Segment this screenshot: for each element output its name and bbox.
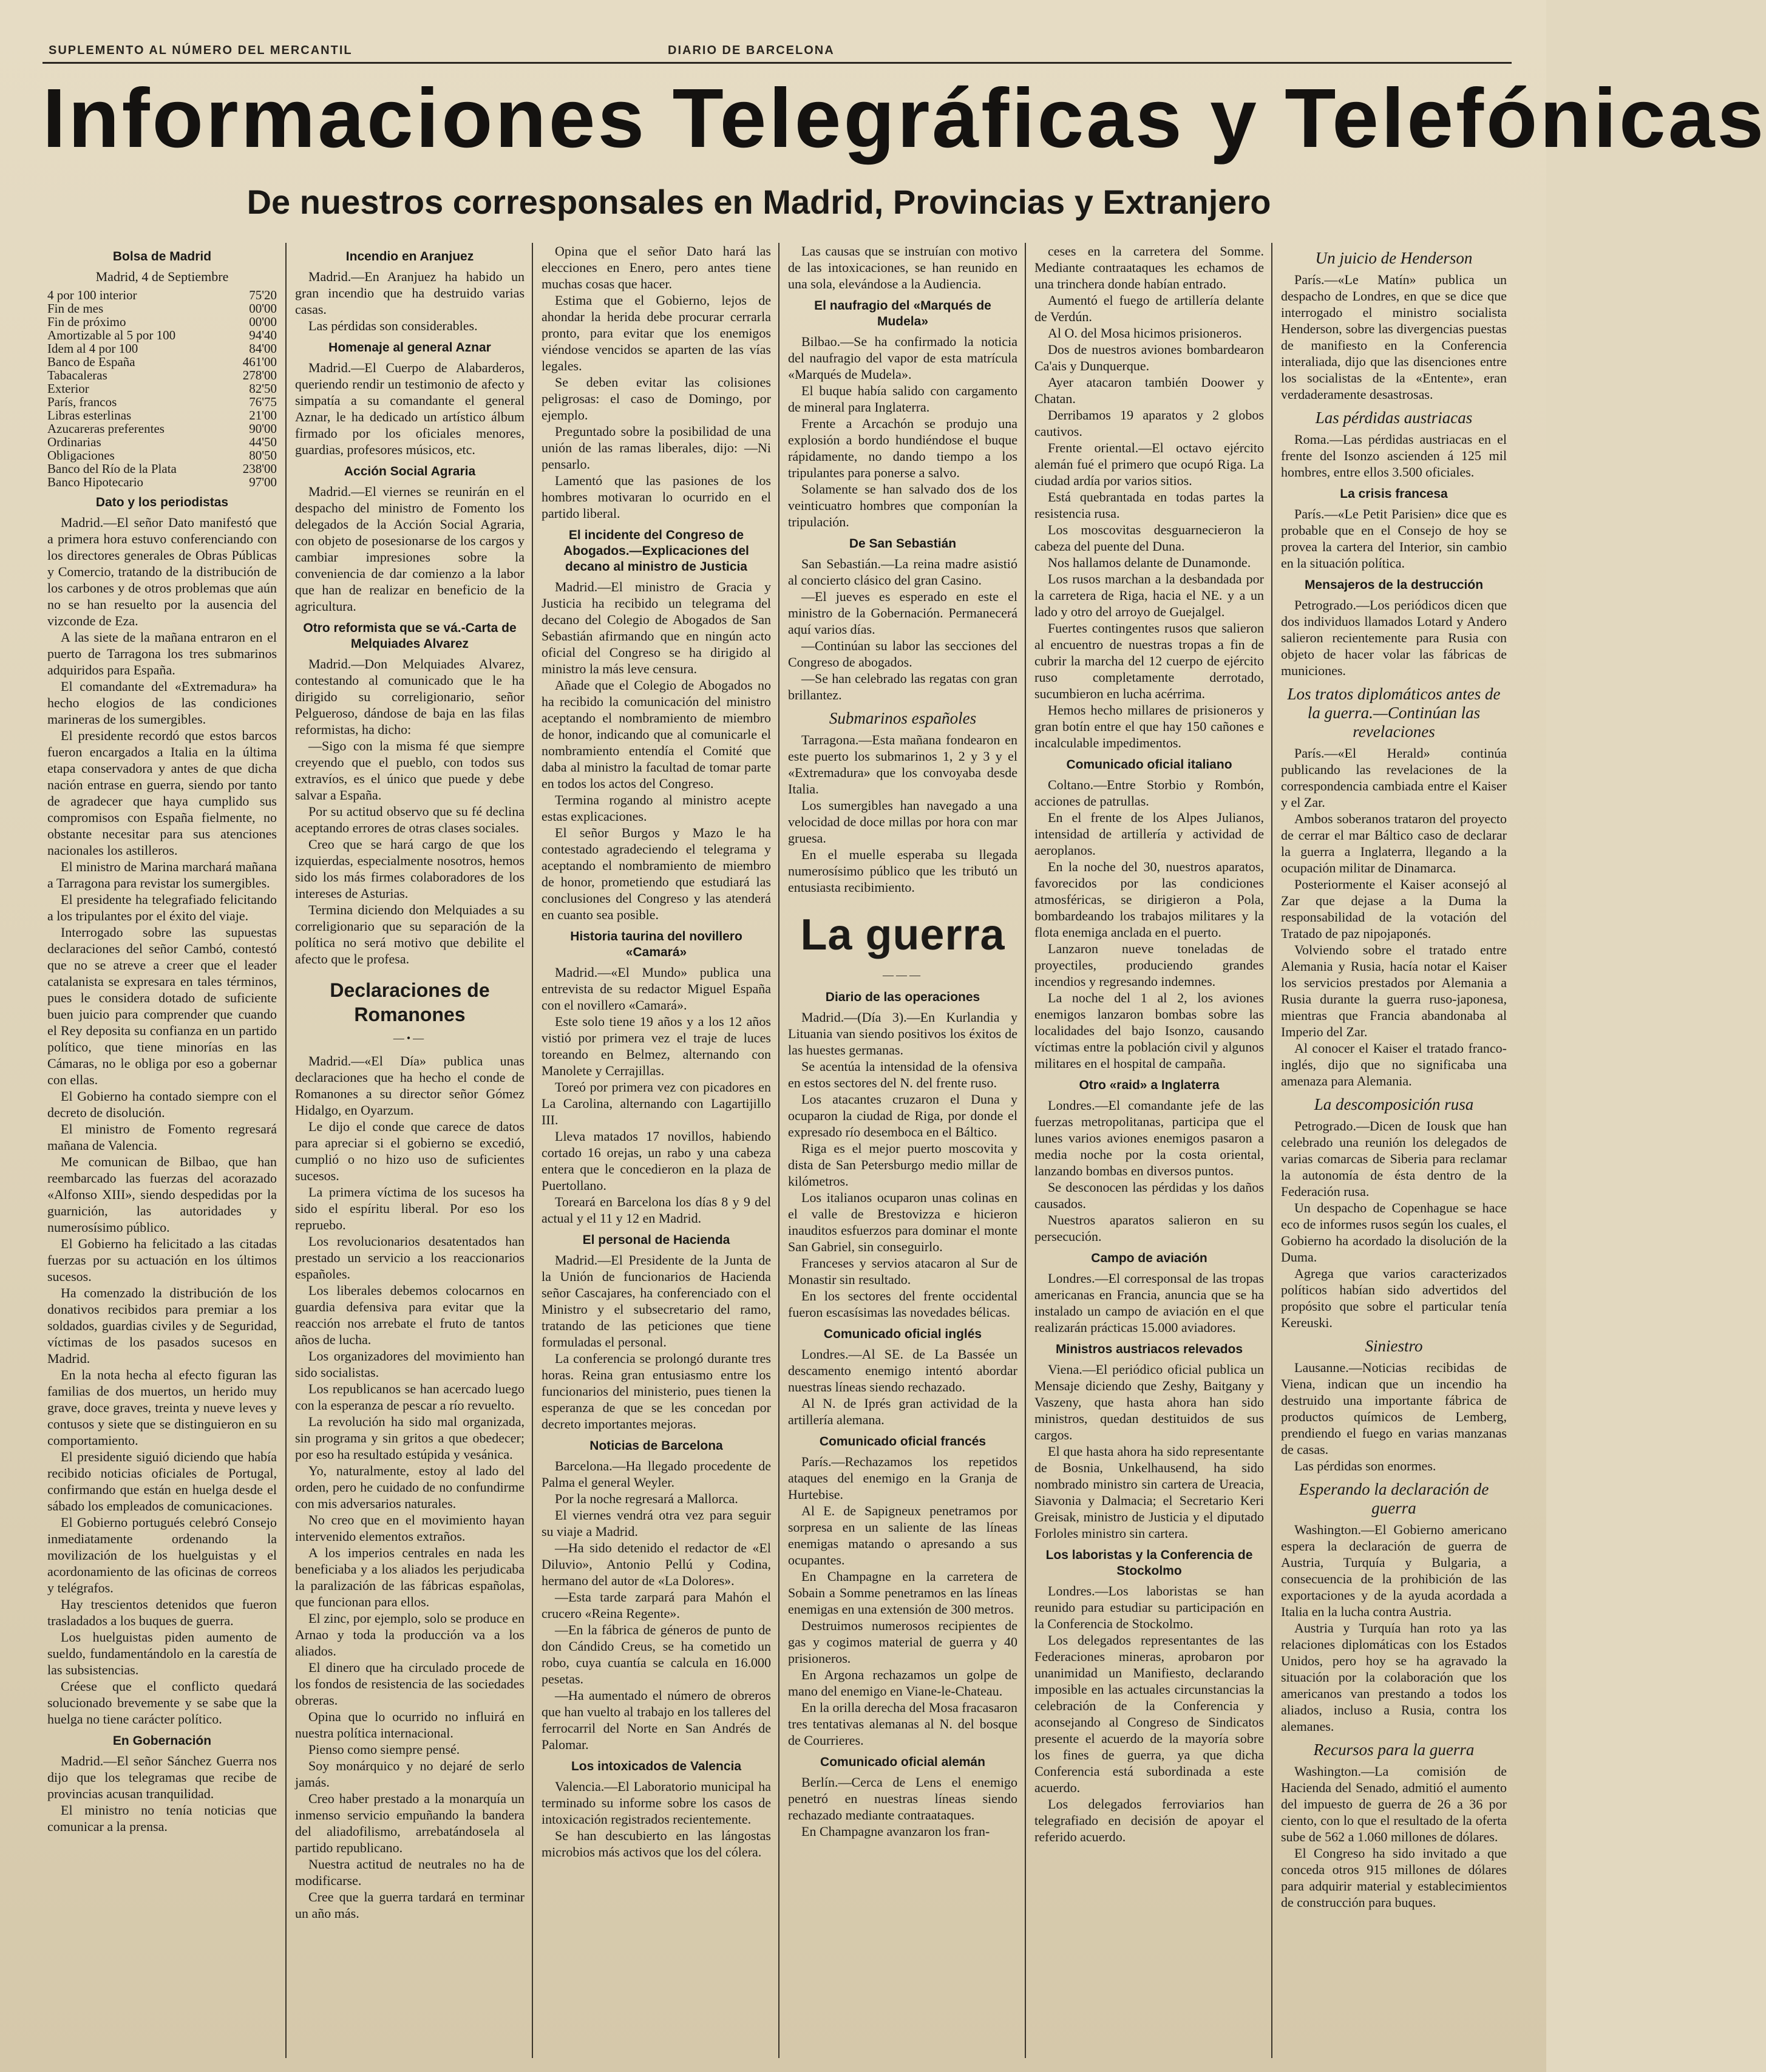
column-rule [1271,243,1272,2058]
paragraph: Viena.—El periódico oficial publica un Mensaje diciendo que Zeshy, Baitgany y Vaszeny, que hasta ahora han sido ministros, quedan destituidos de sus cargos. [1034,1362,1264,1442]
paragraph: Londres.—Al SE. de La Bassée un descamento enemigo intentó abordar nuestras líneas siendo rechazado. [788,1347,1017,1394]
paragraph: El presidente ha telegrafiado felicitando a los tripulantes por el éxito del viaje. [47,892,277,923]
paragraph: Hemos hecho millares de prisioneros y gran botín entre el que hay 150 cañones e incalculable impedimentos. [1034,702,1264,750]
paragraph: Madrid.—En Aranjuez ha habido un gran incendio que ha destruido varias casas. [295,269,525,317]
paragraph: Londres.—Los laboristas se han reunido para estudiar su participación en la Conferencia de Stockolmo. [1034,1583,1264,1631]
paragraph: La conferencia se prolongó durante tres horas. Reina gran entusiasmo entre los funcionarios del ministerio, pues tienen la esperanza de que se les concedan por decreto importantes mejoras. [542,1351,771,1432]
stock-row [47,475,277,489]
paragraph: Preguntado sobre la posibilidad de una unión de las ramas liberales, dijo: —Ni pensarlo. [542,424,771,472]
stock-label: París, francos [47,395,117,409]
stock-value: 461'00 [242,355,277,369]
paragraph: Este solo tiene 19 años y a los 12 años vistió por primera vez el traje de luces toreando en Belmez, alternando con Manolete y Cerrajillas. [542,1014,771,1078]
stock-value: 94'40 [249,328,277,342]
heading-comunicado-ingles: Comunicado oficial inglés [823,1327,982,1341]
paragraph: Por su actitud observo que su fé declina aceptando errores de otras clases sociales. [295,804,525,835]
heading-laboristas: Los laboristas y la Conferencia de Stockolmo [1045,1548,1253,1578]
ornament-rule: ——— [883,969,923,981]
paragraph: Yo, naturalmente, estoy al lado del orden, pero he cuidado de no confundirme con mis adversarios naturales. [295,1463,525,1511]
paragraph: Lleva matados 17 novillos, habiendo cortado 16 orejas, un rabo y una cabeza entera que le concedieron en la plaza de Puertollano. [542,1129,771,1193]
paragraph: ceses en la carretera del Somme. Mediante contraataques les echamos de una trinchera donde habían entrado. [1034,243,1264,291]
heading-recursos-guerra: Recursos para la guerra [1313,1741,1475,1759]
heading-noticias-barcelona: Noticias de Barcelona [589,1439,723,1453]
stock-label: Banco de España [47,355,135,369]
paragraph: En Champagne en la carretera de Sobain a Somme penetramos en las líneas enemigas en una extensión de 300 metros. [788,1569,1017,1617]
heading-ministros-austriacos: Ministros austriacos relevados [1055,1342,1243,1356]
heading-gobernacion: En Gobernación [112,1734,212,1748]
paragraph: Nuestros aparatos salieron en su persecución. [1034,1212,1264,1244]
paragraph: Las pérdidas son considerables. [308,318,478,333]
paragraph: Soy monárquico y no dejaré de serlo jamás. [295,1758,525,1790]
paragraph: Agrega que varios caracterizados políticos habían sido advertidos del propósito que sobre el particular tenía Kereuski. [1281,1266,1507,1330]
paragraph: Berlín.—Cerca de Lens el enemigo penetró en nuestras líneas siendo rechazado mediante contraataques. [788,1775,1017,1822]
paragraph: Está quebrantada en todas partes la resistencia rusa. [1034,489,1264,521]
paragraph: Los huelguistas piden aumento de sueldo, fundamentándolo en la carestía de las subsistencias. [47,1629,277,1677]
heading-submarinos: Submarinos españoles [829,709,977,727]
heading-bolsa: Bolsa de Madrid [112,250,212,263]
heading-comunicado-aleman: Comunicado oficial alemán [820,1755,985,1769]
paragraph: Londres.—El corresponsal de las tropas americanas en Francia, anuncia que se ha instalado un campo de aviación en el que realizarán prácticas 15.000 aviadores. [1034,1271,1264,1335]
heading-aznar: Homenaje al general Aznar [328,341,491,355]
paragraph: Termina rogando al ministro acepte estas explicaciones. [542,792,771,824]
paragraph: Solamente se han salvado dos de los veinticuatro hombres que componían la tripulación. [788,481,1017,529]
column-rule [285,243,287,2058]
stock-value: 80'50 [249,448,277,463]
paragraph: Se acentúa la intensidad de la ofensiva en estos sectores del N. del frente ruso. [788,1059,1017,1090]
paragraph: —Esta tarde zarpará para Mahón el crucero «Reina Regente». [542,1589,771,1621]
paragraph: París.—«Le Petit Parisien» dice que es probable que en el Consejo de hoy se provea la cartera del Interior, sin cambio en la situación política. [1281,506,1507,571]
stock-label: Exterior [47,381,89,396]
heading-comunicado-italiano: Comunicado oficial italiano [1066,758,1232,772]
stock-label: Fin de mes [47,301,104,316]
stock-value: 00'00 [249,314,277,329]
paragraph: Las pérdidas son enormes. [1294,1458,1436,1473]
column-rule [532,243,533,2058]
stock-value: 238'00 [242,461,277,476]
heading-romanones: Declaraciones de Romanones [330,979,490,1025]
paragraph: El ministro de Fomento regresará mañana de Valencia. [47,1121,277,1153]
paragraph: Se han descubierto en las lángostas microbios más activos que los del cólera. [542,1828,771,1860]
running-head-left: SUPLEMENTO AL NÚMERO DEL MERCANTIL [49,44,353,57]
column-1 [47,243,277,2058]
stock-row [47,395,277,409]
paragraph: Interrogado sobre las supuestas declaraciones del señor Cambó, contestó que no se atreve a creer que el leader catalanista se expresara en tales términos, pues le considera dotado de suficiente buen juicio para comprender que cuando el Rey deposita su confianza en un partido político, que tiene minorías en las Cámaras, no le obliga por eso a gobernar con ellas. [47,925,277,1087]
paragraph: Toreará en Barcelona los días 8 y 9 del actual y el 11 y 12 en Madrid. [542,1194,771,1226]
stock-row [47,328,277,342]
paragraph: Nos hallamos delante de Dunamonde. [1048,555,1251,570]
paragraph: Frente a Arcachón se produjo una explosión a bordo hundiéndose el buque rápidamente, no dando tiempo a los tripulantes para ponerse a salvo. [788,416,1017,480]
heading-mensajeros: Mensajeros de la destrucción [1304,578,1484,592]
paragraph: Madrid.—(Día 3).—En Kurlandia y Lituania van siendo positivos los éxitos de las huestes germanas. [788,1010,1017,1058]
paragraph: Opina que lo ocurrido no influirá en nuestra política internacional. [295,1709,525,1741]
paragraph: En la orilla derecha del Mosa fracasaron tres tentativas alemanas al N. del bosque de Courrieres. [788,1700,1017,1748]
heading-perdidas-austriacas: Las pérdidas austriacas [1315,409,1473,427]
stock-label: Libras esterlinas [47,408,132,423]
heading-descomposicion-rusa: La descomposición rusa [1314,1095,1474,1113]
paragraph: El Congreso ha sido invitado a que conceda otros 915 millones de dólares para adquirir material y establecimientos de construcción para buques. [1281,1846,1507,1910]
paragraph: En los sectores del frente occidental fueron escasísimas las novedades bélicas. [788,1288,1017,1320]
paragraph: Opina que el señor Dato hará las elecciones en Enero, pero antes tiene muchas cosas que hacer. [542,243,771,291]
paragraph: —Sigo con la misma fé que siempre creyendo que el pueblo, con todos sus extravíos, es el único que puede y debe salvar a España. [295,738,525,803]
paragraph: Las causas que se instruían con motivo de las intoxicaciones, se han reunido en una sola, elevándose a la Audiencia. [788,243,1017,291]
paragraph: Los moscovitas desguarnecieron la cabeza del puente del Duna. [1034,522,1264,554]
paragraph: Madrid.—El ministro de Gracia y Justicia ha recibido un telegrama del decano del Colegio de Abogados de San Sebastián afirmando que en ningún acto oficial del Congreso se ha dirigido al ministro la más leve censura. [542,579,771,676]
paragraph: Ha comenzado la distribución de los donativos recibidos para premiar a los soldados, guardias civiles y de Seguridad, víctimas de los pasados sucesos en Madrid. [47,1285,277,1366]
column-rule [1025,243,1026,2058]
heading-dato: Dato y los periodistas [95,495,229,509]
paragraph: Los republicanos se han acercado luego con la esperanza de pescar a río revuelto. [295,1381,525,1413]
stock-label: 4 por 100 interior [47,288,137,302]
masthead-title: Informaciones Telegráficas y Telefónicas [42,72,1766,165]
heading-siniestro: Siniestro [1365,1337,1423,1355]
column-2 [295,243,525,2058]
paragraph: Fuertes contingentes rusos que salieron al encuentro de nuestras tropas a fin de cubrir la marcha del 12 cuerpo de ejército ruso completamente derrotado, sucumbieron en lucha acérrima. [1034,620,1264,701]
heading-la-guerra: La guerra [800,911,1005,959]
heading-naufragio: El naufragio del «Marqués de Mudela» [814,299,991,328]
stock-value: 76'75 [249,395,277,409]
heading-personal-hacienda: El personal de Hacienda [582,1233,730,1247]
paragraph: —Ha sido detenido el redactor de «El Diluvio», Antonio Pellú y Codina, hermano del autor de «La Dolores». [542,1540,771,1588]
paragraph: —Se han celebrado las regatas con gran brillantez. [788,671,1017,702]
paragraph: —El jueves es esperado en este el ministro de la Gobernación. Permanecerá aquí varios días. [788,589,1017,637]
paragraph: Volviendo sobre el tratado entre Alemania y Rusia, hacía notar el Kaiser los servicios prestados por Alemania a Rusia durante la guerra ruso-japonesa, mientras que Francia abandonaba al Imperio del Zar. [1281,942,1507,1039]
paragraph: El ministro no tenía noticias que comunicar a la prensa. [47,1802,277,1834]
paragraph: Al O. del Mosa hicimos prisioneros. [1048,325,1242,341]
stock-value: 84'00 [249,341,277,356]
paragraph: El Gobierno ha felicitado a las citadas fuerzas por su actuación en los últimos sucesos. [47,1236,277,1284]
stock-value: 82'50 [249,381,277,396]
stock-label: Ordinarias [47,435,101,449]
paragraph: El Gobierno ha contado siempre con el decreto de disolución. [47,1089,277,1120]
paragraph: Pienso como siempre pensé. [308,1742,460,1757]
paragraph: Bilbao.—Se ha confirmado la noticia del naufragio del vapor de esta matrícula «Marqués de Mudela». [788,334,1017,382]
paragraph: Los italianos ocuparon unas colinas en el valle de Brestovizza e hicieron inauditos esfuerzos para dominar el monte San Gabriel, sin conseguirlo. [788,1190,1017,1254]
running-head-center: DIARIO DE BARCELONA [668,44,835,57]
masthead-subtitle: De nuestros corresponsales en Madrid, Provincias y Extranjero [246,183,1271,221]
paragraph: Petrogrado.—Los periódicos dicen que dos individuos llamados Lotard y Andero salieron recientemente para Rusia con objeto de hacer volar las fábricas de municiones. [1281,597,1507,678]
paragraph: Destruimos numerosos recipientes de gas y cogimos material de guerra y 40 prisioneros. [788,1618,1017,1666]
stock-label: Obligaciones [47,448,115,463]
paragraph: París.—Rechazamos los repetidos ataques del enemigo en la Granja de Hurtebise. [788,1454,1017,1502]
paragraph: Los delegados representantes de las Federaciones mineras, aprobaron por unanimidad un Manifiesto, declarando imposible en las actuales circunstancias la celebración de la Conferencia y aconsejando al Congreso de Sindicatos presente el acuerdo de la mayoría sobre los fines de guerra, ya que dicha Conferencia está subordinada a este acuerdo. [1034,1632,1264,1795]
paragraph: Washington.—El Gobierno americano espera la declaración de guerra de Austria, Turquía y Bulgaria, a consecuencia de la prohibición de las exportaciones y de la ayuda acordada a Italia en la lucha contra Austria. [1281,1522,1507,1619]
paragraph: Tarragona.—Esta mañana fondearon en este puerto los submarinos 1, 2 y 3 y el «Extremadura» que los convoyaba desde Italia. [788,732,1017,797]
ornament-rule: —•— [393,1032,427,1044]
paragraph: Créese que el conflicto quedará solucionado brevemente y se sabe que la huelga no tiene carácter político. [47,1679,277,1727]
paragraph: San Sebastián.—La reina madre asistió al concierto clásico del gran Casino. [788,556,1017,588]
column-6 [1281,243,1507,2058]
paragraph: La revolución ha sido mal organizada, sin programa y sin gritos a que obedecer; por eso ha resultado estúpida y vesánica. [295,1414,525,1462]
stock-row [47,342,277,355]
paragraph: En la nota hecha al efecto figuran las familias de dos muertos, un herido muy grave, doce graves, treinta y nueve leves y contusos y siete que se distinguieron en su comportamiento. [47,1367,277,1448]
paragraph: Añade que el Colegio de Abogados no ha recibido la comunicación del ministro aceptando el nombramiento de miembro de honor, indicando que al comunicarle el nombramiento entendía el Comité que daba al ministro la facultad de tomar parte en todos los actos del Congreso. [542,678,771,791]
heading-san-sebastian: De San Sebastián [849,537,957,551]
paragraph: Austria y Turquía han roto ya las relaciones diplomáticas con los Estados Unidos, pero hoy se ha agravado la situación por la colaboración que los americanos van prestando a todos los aliados, incluso a Rusia, contra los alemanes. [1281,1620,1507,1734]
paragraph: Se desconocen las pérdidas y los daños causados. [1034,1180,1264,1211]
paragraph: Creo que se hará cargo de que los izquierdas, especialmente nosotros, hemos sido los más firmes colaboradores de los intereses de Asturias. [295,837,525,901]
paragraph: Un despacho de Copenhague se hace eco de informes rusos según los cuales, el Gobierno ha acordado la disolución de la Duma. [1281,1200,1507,1265]
paragraph: A las siete de la mañana entraron en el puerto de Tarragona los tres submarinos adquiridos para España. [47,630,277,678]
heading-comunicado-frances: Comunicado oficial francés [819,1435,987,1449]
heading-campo-aviacion: Campo de aviación [1091,1251,1207,1265]
paragraph: El señor Burgos y Mazo le ha contestado agradeciendo el telegrama y aceptando el nombramiento de miembro de honor, prometiendo que estudiará las conclusiones del Congreso y las atenderá en cuanto sea posible. [542,825,771,922]
stock-label: Azucareras preferentes [47,421,165,436]
column-5 [1034,243,1264,2058]
paragraph: Lanzaron nueve toneladas de proyectiles, produciendo grandes incendios y regresando indemnes. [1034,941,1264,989]
stock-row [47,288,277,302]
stock-row [47,382,277,395]
stock-label: Tabacaleras [47,368,107,382]
paragraph: Lausanne.—Noticias recibidas de Viena, indican que un incendio ha destruido una importante fábrica de productos químicos de Lemberg, prendiendo el fuego en varias manzanas de casas. [1281,1360,1507,1457]
paragraph: Me comunican de Bilbao, que han reembarcado las fuerzas del acorazado «Alfonso XIII», siendo despedidas por la guarnición, las autoridades y numerosísimo público. [47,1154,277,1235]
paragraph: El presidente siguió diciendo que había recibido noticias oficiales de Portugal, confirmando que están en huelga desde el sábado los empleados de comunicaciones. [47,1449,277,1513]
stock-value: 21'00 [249,408,277,423]
paragraph: En la noche del 30, nuestros aparatos, favorecidos por las condiciones atmosféricas, se dirigieron a Pola, bombardeando los trabajos militares y la flota enemiga anclada en el puerto. [1034,859,1264,940]
paragraph: Roma.—Las pérdidas austriacas en el frente del Isonzo ascienden á 125 mil hombres, entre ellos 3.500 oficiales. [1281,432,1507,480]
stock-value: 75'20 [249,288,277,302]
heading-accion-social: Acción Social Agraria [344,464,476,478]
paragraph: El zinc, por ejemplo, solo se produce en Arnao y toda la producción va a los aliados. [295,1611,525,1659]
paragraph: Los liberales debemos colocarnos en guardia defensiva para evitar que la reacción nos arrebate el fruto de tantos años de lucha. [295,1283,525,1347]
paragraph: Posteriormente el Kaiser aconsejó al Zar que dejase a la Duma la responsabilidad de la votación del Tratado de paz nipojaponés. [1281,877,1507,941]
stock-value: 90'00 [249,421,277,436]
paragraph: El Gobierno portugués celebró Consejo inmediatamente ordenando la movilización de los huelguistas y el acordonamiento de las oficinas de correos y telégrafos. [47,1515,277,1595]
paragraph: Los delegados ferroviarios han telegrafiado en decisión de apoyar el referido acuerdo. [1034,1796,1264,1844]
paragraph: En el frente de los Alpes Julianos, intensidad de artillería y actividad de aeroplanos. [1034,810,1264,858]
stock-row [47,315,277,328]
stock-label: Banco Hipotecario [47,475,144,489]
stock-value: 97'00 [249,475,277,489]
column-rule [778,243,779,2058]
paragraph: El comandante del «Extremadura» ha hecho elogios de las condiciones marineras de los sumergibles. [47,679,277,727]
paragraph: Al conocer el Kaiser el tratado franco-inglés, dijo que no significaba una amenaza para Alemania. [1281,1041,1507,1089]
paragraph: El presidente recordó que estos barcos fueron encargados a Italia en la última etapa conservadora y antes de que dicha nación entrase en guerra, siendo por tanto de agradecer que haya cumplido sus compromisos con España fielmente, no obstante necesitar para sus atenciones nacionales los astilleros. [47,728,277,858]
stock-row [47,369,277,382]
stock-row [47,422,277,435]
paragraph: Le dijo el conde que carece de datos para apreciar si el gobierno se excedió, cumplió o no hizo uso de suficientes sucesos. [295,1119,525,1183]
paragraph: Se deben evitar las colisiones peligrosas: el caso de Domingo, por ejemplo. [542,375,771,423]
stock-row [47,355,277,369]
paragraph: En el muelle esperaba su llegada numerosísimo público que les tributó un entusiasta recibimiento. [788,847,1017,895]
paragraph: Aumentó el fuego de artillería delante de Verdún. [1034,293,1264,324]
paragraph: —Ha aumentado el número de obreros que han vuelto al trabajo en los talleres del ferrocarril del Norte en San Andrés de Palomar. [542,1688,771,1752]
stock-value: 00'00 [249,301,277,316]
stock-row [47,435,277,449]
bolsa-dateline: Madrid, 4 de Septiembre [95,269,229,284]
paragraph: —En la fábrica de géneros de punto de don Cándido Creus, se ha cometido un robo, cuya cuantía se calcula en 16.000 pesetas. [542,1622,771,1686]
paragraph: Creo haber prestado a la monarquía un inmenso servicio empuñando la bandera del aliadofilismo, arrebatándosela al partido republicano. [295,1791,525,1855]
paragraph: —Continúan su labor las secciones del Congreso de abogados. [788,638,1017,670]
paragraph: No creo que en el movimiento hayan intervenido elementos extraños. [295,1512,525,1544]
column-3 [542,243,771,2058]
paragraph: Ambos soberanos trataron del proyecto de cerrar el mar Báltico caso de declarar la guerra a Inglaterra, llegando a la ocupación militar de Dinamarca. [1281,811,1507,875]
paragraph: El que hasta ahora ha sido representante de Bosnia, Unkelhausend, ha sido nombrado ministro sin cartera de Ureacia, Siavonia y Dalmacia; el Secretario Keri Greisak, ministro de Justicia y el diputado Forloles ministro sin cartera. [1034,1444,1264,1541]
stock-label: Fin de próximo [47,314,126,329]
paragraph: Estima que el Gobierno, lejos de ahondar la herida debe procurar cerrarla pronto, para evitar que los enemigos viéndose vencidos se aparten de las vías legales. [542,293,771,373]
stock-table [47,288,277,489]
paragraph: Madrid.—«El Mundo» publica una entrevista de su redactor Miguel España con el novillero «Camará». [542,965,771,1013]
paragraph: Madrid.—El Cuerpo de Alabarderos, queriendo rendir un testimonio de afecto y simpatía a su comandante el general Aznar, le ha dedicado un artístico álbum firmado por los oficiales menores, guardias, profesores músicos, etc. [295,360,525,457]
paragraph: Madrid.—Don Melquiades Alvarez, contestando al comunicado que le ha dirigido su correligionario, señor Pelgueroso, dándose de baja en las filas reformistas, ha dicho: [295,656,525,737]
paragraph: Madrid.—El señor Dato manifestó que a primera hora estuvo conferenciando con los directores generales de Obras Públicas y Comercio, tratando de la distribución de los carbones y de otros problemas que aún no se han resuelto por la ausencia del vizconde de Eza. [47,515,277,628]
paragraph: La noche del 1 al 2, los aviones enemigos lanzaron bombas sobre las localidades del bajo Isonzo, causando víctimas entre la población civil y algunos militares en el hospital de campaña. [1034,990,1264,1071]
paragraph: Franceses y servios atacaron al Sur de Monastir sin resultado. [788,1255,1017,1287]
heading-incendio: Incendio en Aranjuez [345,250,474,263]
heading-carta-melquiades: Otro reformista que se vá.-Carta de Melquiades Alvarez [303,621,517,651]
paragraph: En Argona rechazamos un golpe de mano del enemigo en Viane-le-Chateau. [788,1667,1017,1699]
paragraph: Hay trescientos detenidos que fueron trasladados a los buques de guerra. [47,1597,277,1628]
heading-intoxicados-valencia: Los intoxicados de Valencia [571,1759,742,1773]
stock-row [47,409,277,422]
paragraph: Termina diciendo don Melquiades a su correligionario que su separación de la política no será motivo que debilite el afecto que le profesa. [295,902,525,966]
stock-row [47,449,277,462]
paragraph: Londres.—El comandante jefe de las fuerzas metropolitanas, participa que el lunes varios aviones enemigos pasaron a media noche por la costa oriental, lanzando bombas en diversos puntos. [1034,1098,1264,1178]
stock-row [47,462,277,475]
paragraph: Los revolucionarios desatentados han prestado un servicio a los reaccionarios españoles. [295,1234,525,1282]
paragraph: París.—«El Herald» continúa publicando las revelaciones de la correspondencia cambiada entre el Kaiser y el Zar. [1281,746,1507,810]
paragraph: La primera víctima de los sucesos ha sido el espíritu liberal. Por eso los repruebo. [295,1184,525,1232]
paragraph: Toreó por primera vez con picadores en La Carolina, alternando con Lagartijillo III. [542,1079,771,1127]
paragraph: Riga es el mejor puerto moscovita y dista de San Petersburgo medio millar de kilómetros. [788,1141,1017,1189]
paragraph: Los atacantes cruzaron el Duna y ocuparon la ciudad de Riga, por donde el expresado río desemboca en el Báltico. [788,1092,1017,1140]
paragraph: Madrid.—El señor Sánchez Guerra nos dijo que los telegramas que recibe de provincias acusan tranquilidad. [47,1753,277,1801]
paragraph: En Champagne avanzaron los fran- [801,1824,990,1839]
paragraph: El buque había salido con cargamento de mineral para Inglaterra. [788,383,1017,415]
running-head [42,38,1512,64]
paragraph: El ministro de Marina marchará mañana a Tarragona para revistar los sumergibles. [47,859,277,891]
paragraph: Los rusos marchan a la desbandada por la carretera de Riga, hacia el NE. y a un lado y otro del arroyo de Guejalgel. [1034,571,1264,619]
paragraph: Los sumergibles han navegado a una velocidad de doce millas por hora con mar gruesa. [788,798,1017,846]
paragraph: Madrid.—El viernes se reunirán en el despacho del ministro de Fomento los delegados de la Acción Social Agraria, con objeto de posesionarse de los cargos y cambiar impresiones sobre la conveniencia de dar comienzo a la labor que han de realizar en beneficio de la agricultura. [295,484,525,614]
stock-value: 44'50 [249,435,277,449]
paragraph: Lamentó que las pasiones de los hombres motivaran lo ocurrido en el partido liberal. [542,473,771,521]
stock-label: Idem al 4 por 100 [47,341,138,356]
heading-historia-taurina: Historia taurina del novillero «Camará» [570,929,742,959]
heading-henderson: Un juicio de Henderson [1315,249,1473,267]
paragraph: Washington.—La comisión de Hacienda del Senado, admitió el aumento del impuesto de guerra de 26 a 36 por ciento, con lo que el resultado de la oferta sube de 562 a 1.060 millones de dólares. [1281,1764,1507,1844]
stock-label: Banco del Río de la Plata [47,461,177,476]
paragraph: Coltano.—Entre Storbio y Rombón, acciones de patrullas. [1034,777,1264,809]
paragraph: Al E. de Sapigneux penetramos por sorpresa en un saliente de las líneas enemigas matando o apresando a sus ocupantes. [788,1503,1017,1568]
paragraph: Madrid.—«El Día» publica unas declaraciones que ha hecho el conde de Romanones a su director señor Gómez Hidalgo, en Oyarzum. [295,1053,525,1118]
stock-row [47,302,277,315]
paragraph: Petrogrado.—Dicen de Iousk que han celebrado una reunión los delegados de varias comarcas de Siberia para reclamar la autonomía de ésta dentro de la Federación rusa. [1281,1118,1507,1199]
paragraph: Derribamos 19 aparatos y 2 globos cautivos. [1034,407,1264,439]
paragraph: Nuestra actitud de neutrales no ha de modificarse. [295,1856,525,1888]
paragraph: El dinero que ha circulado procede de los fondos de resistencia de las sociedades obreras. [295,1660,525,1708]
paragraph: A los imperios centrales en nada les beneficiaba y a los aliados les perjudicaba la paralización de las fábricas españolas, que funcionan para ellos. [295,1545,525,1609]
heading-raid-inglaterra: Otro «raid» a Inglaterra [1079,1078,1220,1092]
paragraph: Los organizadores del movimiento han sido socialistas. [295,1348,525,1380]
paragraph: Al N. de Iprés gran actividad de la artillería alemana. [788,1396,1017,1427]
paragraph: Cree que la guerra tardará en terminar un año más. [295,1889,525,1921]
heading-diario-operaciones: Diario de las operaciones [825,990,980,1004]
paragraph: Frente oriental.—El octavo ejército alemán fué el primero que ocupó Riga. La ciudad ardía por varios sitios. [1034,440,1264,488]
paragraph: Barcelona.—Ha llegado procedente de Palma el general Weyler. [542,1458,771,1490]
paragraph: Por la noche regresará a Mallorca. [555,1491,738,1506]
heading-crisis-francesa: La crisis francesa [1340,487,1448,501]
paragraph: Madrid.—El Presidente de la Junta de la Unión de funcionarios de Hacienda señor Cascajares, ha conferenciado con el Ministro y el subsecretario del ramo, tratando de las peticiones que tiene formuladas el personal. [542,1252,771,1350]
column-4 [788,243,1017,2058]
heading-congreso-abogados: El incidente del Congreso de Abogados.—Explicaciones del decano al ministro de Justicia [563,528,749,574]
stock-label: Amortizable al 5 por 100 [47,328,176,342]
paragraph: París.—«Le Matín» publica un despacho de Londres, en que se dice que interrogado el ministro socialista Henderson, sobre las divergencias puestas de manifiesto en la Conferencia interaliada, dijo que las disenciones entre los socialistas de la «Entente», eran verdaderamente desastrosas. [1281,272,1507,402]
paragraph: Ayer atacaron también Doower y Chatan. [1034,375,1264,406]
paragraph: Valencia.—El Laboratorio municipal ha terminado su informe sobre los casos de intoxicación registrados recientemente. [542,1779,771,1827]
paragraph: El viernes vendrá otra vez para seguir su viaje a Madrid. [542,1507,771,1539]
paragraph: Dos de nuestros aviones bombardearon Ca'ais y Dunquerque. [1034,342,1264,373]
heading-tratos-diplomaticos: Los tratos diplomáticos antes de la guerra.—Continúan las revelaciones [1287,685,1501,741]
heading-esperando-declaracion: Esperando la declaración de guerra [1299,1480,1489,1517]
stock-value: 278'00 [242,368,277,382]
